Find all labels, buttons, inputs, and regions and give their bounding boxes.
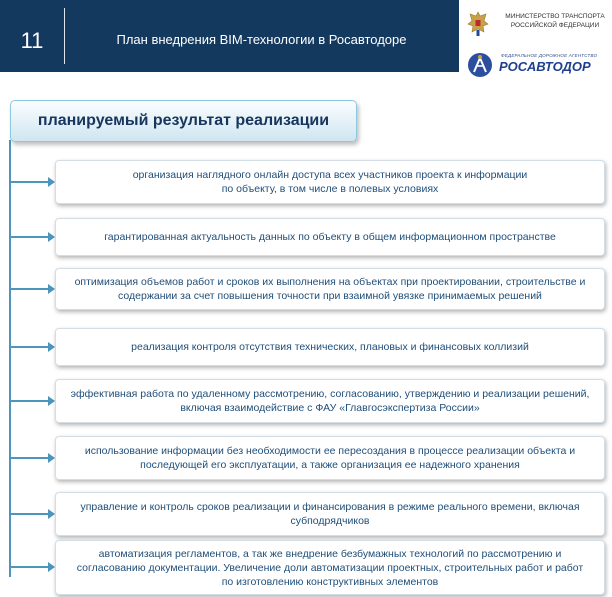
connector-line bbox=[9, 140, 11, 577]
slide-number: 11 bbox=[20, 28, 44, 53]
result-item-6 bbox=[55, 436, 605, 480]
result-text-2: гарантированная актуальность данных по объекту в общем информационном пространстве bbox=[104, 231, 556, 243]
result-text-6: использование информации без необходимости ее пересоздания в процессе реализации объекта и последующей его эксплуатации, а также организация ее надежного хранения bbox=[84, 445, 576, 471]
result-item-3 bbox=[55, 268, 605, 310]
result-item-5 bbox=[55, 379, 605, 423]
logos-area bbox=[459, 0, 612, 90]
result-text-5: эффективная работа по удаленному рассмотрению, согласованию, утверждению и реализации решений, включая взаимодействие с ФАУ «Главгосэкспертиза России» bbox=[70, 388, 590, 414]
agency-small-text: ФЕДЕРАЛЬНОЕ ДОРОЖНОЕ АГЕНТСТВО bbox=[501, 53, 598, 58]
arrow-connector-1 bbox=[11, 181, 51, 183]
ministry-logo-text: МИНИСТЕРСТВО ТРАНСПОРТА РОССИЙСКОЙ ФЕДЕРАЦИИ bbox=[505, 13, 605, 29]
rosavtodor-logo-icon bbox=[467, 52, 493, 78]
result-item-2 bbox=[55, 218, 605, 256]
result-text-4: реализация контроля отсутствия технических, плановых и финансовых коллизий bbox=[131, 341, 529, 353]
arrow-connector-4 bbox=[11, 346, 51, 348]
arrow-connector-7 bbox=[11, 513, 51, 515]
result-item-7 bbox=[55, 492, 605, 536]
result-text-3: оптимизация объемов работ и сроков их выполнения на объектах при проектировании, строительстве и содержании за счет повышения точности при взаимной увязке принимаемых решений bbox=[74, 276, 586, 302]
section-heading: планируемый результат реализации bbox=[37, 112, 330, 129]
arrow-connector-6 bbox=[11, 457, 51, 459]
result-item-8 bbox=[55, 540, 605, 595]
arrow-connector-5 bbox=[11, 400, 51, 402]
arrow-connector-8 bbox=[11, 566, 51, 568]
result-item-1 bbox=[55, 160, 605, 204]
arrow-connector-3 bbox=[11, 288, 51, 290]
result-text-1: организация наглядного онлайн доступа всех участников проекта к информации по объекту, в том числе в полевых условиях bbox=[132, 169, 528, 195]
page-title: План внедрения BIM-технологии в Росавтодоре bbox=[116, 32, 407, 47]
rosavtodor-logo-text: РОСАВТОДОР bbox=[499, 59, 591, 74]
section-heading-box bbox=[10, 100, 357, 142]
result-text-7: управление и контроль сроков реализации и финансирования в режиме реального времени, включая субподрядчиков bbox=[80, 501, 580, 527]
result-text-8: автоматизация регламентов, а так же внедрение безбумажных технологий по рассмотрению и согласованию документации. Увеличение доли автоматизации проектных, строительных работ и работ по изготовлению конструктивных элементов bbox=[76, 547, 584, 588]
header-bar bbox=[0, 0, 459, 72]
result-item-4 bbox=[55, 328, 605, 366]
arrow-connector-2 bbox=[11, 236, 51, 238]
coat-of-arms-icon bbox=[467, 10, 489, 38]
